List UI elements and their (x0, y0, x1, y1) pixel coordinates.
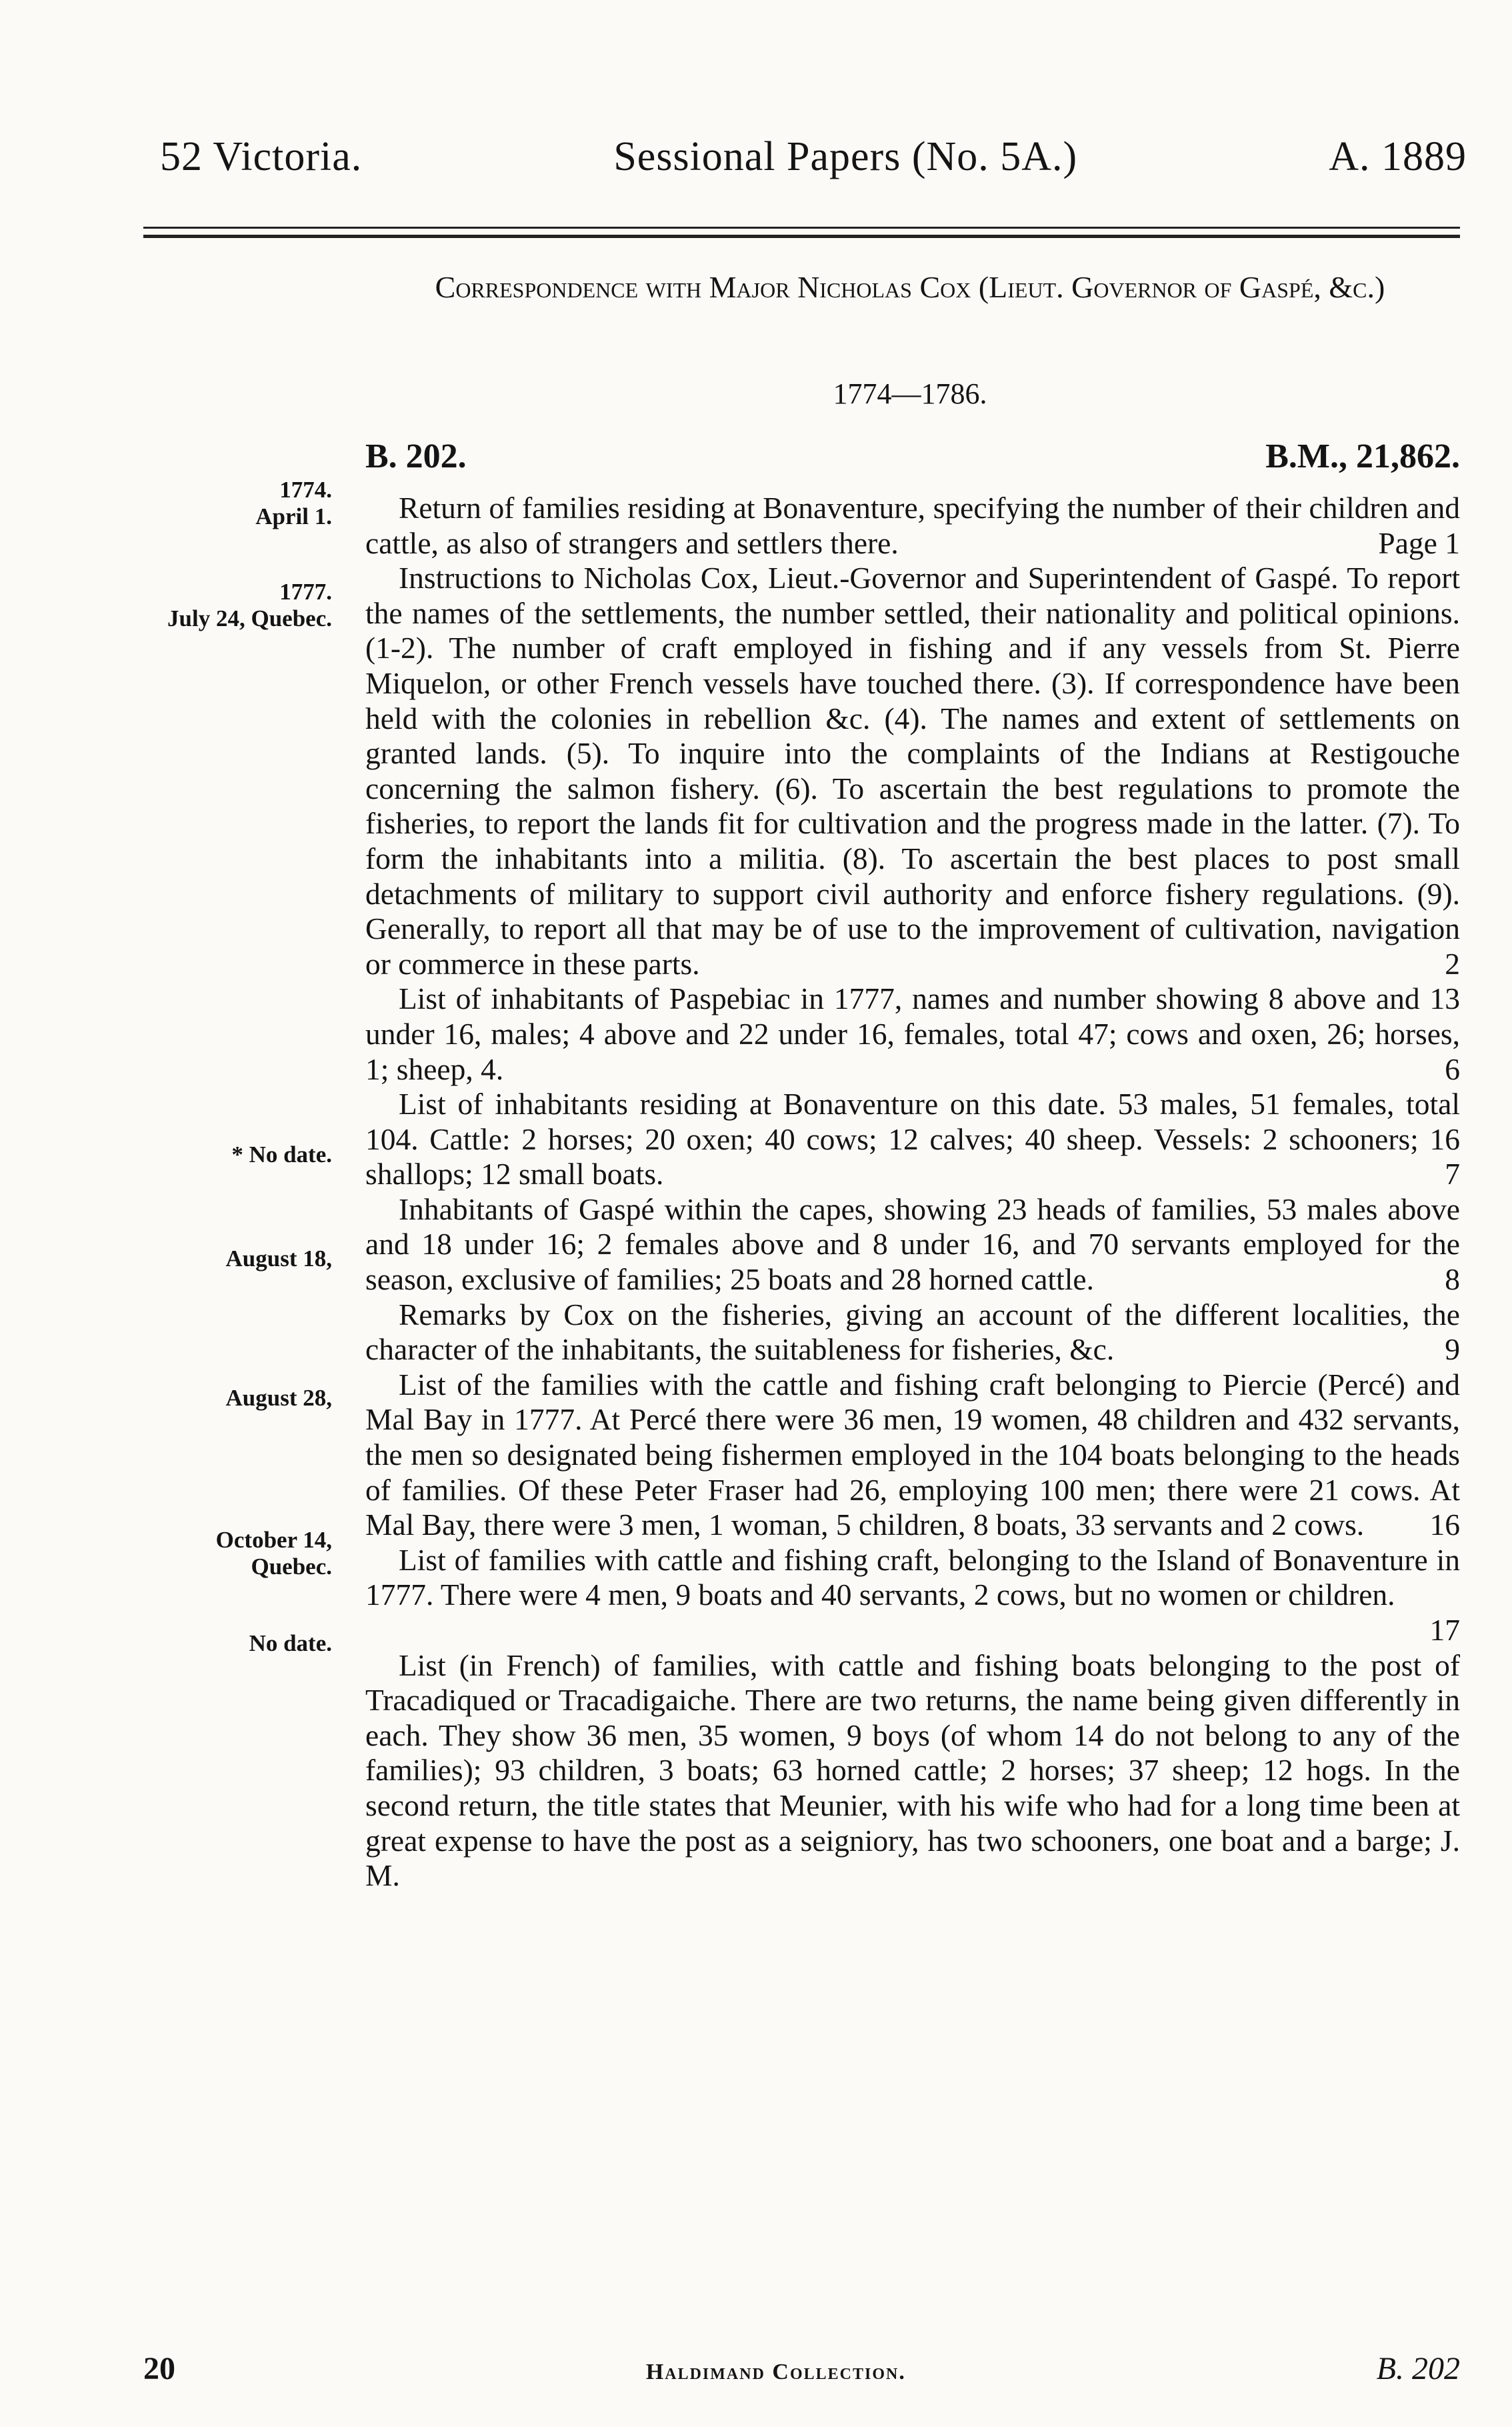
entry-text: Instructions to Nicholas Cox, Lieut.-Governor and Superintendent of Gaspé. To report the names of the settlements, the number settled, their nationality and political opinions. (1-2). The number of craft employed in fishing and if any vessels from St. Pierre Miquelon, or other French vessels have touched there. (3). If correspondence have been held with the colonies in rebellion &c. (4). The names and extent of settlements on granted lands. (5). To inquire into the complaints of the Indians at Restigouche concerning the salmon fishery. (6). To ascertain the best regulations to promote the fisheries, to report the lands fit for cultivation and the progress made in the latter. (7). To form the inhabitants into a militia. (8). To ascertain the best places to post small detachments of military to support civil authority and enforce fishery regulations. (9). Generally, to report all that may be of use to the improvement of cultivation, navigation or commerce in these parts. (365, 561, 1460, 981)
entry (365, 491, 1460, 561)
margin-date: * No date. (231, 1141, 332, 1167)
entry (365, 1648, 1460, 1894)
entry-text: Remarks by Cox on the fisheries, giving an account of the different localities, the character of the inhabitants, the suitableness for fisheries, &c. (365, 1297, 1460, 1367)
margin-year: 1774. (279, 477, 332, 503)
margin-date: August 28, (225, 1385, 332, 1411)
page-footer (143, 2350, 1460, 2387)
header-year: A. 1889 (1329, 134, 1467, 179)
entry-page: 9 (1445, 1332, 1460, 1367)
margin-date: No date. (249, 1630, 332, 1656)
entry-page: 7 (1445, 1157, 1460, 1191)
entry-page: 8 (1445, 1262, 1460, 1297)
margin-year: 1777. (279, 579, 332, 605)
entry (365, 981, 1460, 1087)
section-title: Correspondence with Major Nicholas Cox (Lieut. Governor of Gaspé, &c.) (435, 270, 1385, 304)
header-rule-thick (143, 235, 1460, 238)
reference-museum: B.M., 21,862. (1265, 437, 1460, 475)
entry (365, 561, 1460, 981)
header-series: Sessional Papers (No. 5A.) (613, 134, 1078, 179)
entry (365, 1087, 1460, 1192)
running-header (160, 133, 1467, 181)
margin-day: July 24, Quebec. (167, 605, 332, 631)
margin-date (152, 477, 332, 530)
margin-date: August 18, (225, 1246, 332, 1272)
entry (365, 1192, 1460, 1298)
entry (365, 1368, 1460, 1543)
entry-text: List (in French) of families, with cattle and fishing boats belonging to the post of Tracadiqued or Tracadigaiche. There are two returns, the name being given differently in each. They show 36 men, 35 women, 9 boys (of whom 14 do not belong to any of the families); 93 children, 3 boats; 63 horned cattle; 2 horses; 37 sheep; 12 hogs. In the second return, the title states that Meunier, with his wife who had for a long time been at great expense to have the post as a seigniory, has two schooners, one boat and a barge; J. M. (365, 1648, 1460, 1893)
entry-page: 16 (1429, 1508, 1460, 1542)
margin-date: October 14, Quebec. (215, 1527, 332, 1580)
entry-text: List of the families with the cattle and fishing craft belonging to Piercie (Percé) and Mal Bay in 1777. At Percé there were 36 men, 19 women, 48 children and 432 servants, the men so designated being fishermen employed in the 104 boats belonging to the heads of families. Of these Peter Fraser had 26, employing 100 men; there were 21 cows. At Mal Bay, there were 3 men, 1 woman, 5 children, 8 boats, 33 servants and 2 cows. (365, 1367, 1460, 1542)
entry-text: List of families with cattle and fishing craft, belonging to the Island of Bonaventure in 1777. There were 4 men, 9 boats and 40 servants, 2 cows, but no women or children. (365, 1542, 1460, 1612)
year-range: 1774—1786. (833, 377, 987, 410)
entry-page: Page 1 (1378, 525, 1460, 560)
entry-text: Return of families residing at Bonaventure, specifying the number of their children and cattle, as also of strangers and settlers there. (365, 491, 1460, 560)
reference-volume: B. 202. (365, 437, 467, 475)
margin-day: April 1. (255, 503, 332, 529)
catchword: B. 202 (1376, 2351, 1460, 2386)
entry-page: 6 (1445, 1051, 1460, 1086)
entry-page: 2 (1445, 946, 1460, 981)
margin-date (152, 579, 332, 632)
entry-text: List of inhabitants of Paspebiac in 1777, names and number showing 8 above and 13 under 16, males; 4 above and 22 under 16, females, total 47; cows and oxen, 26; horses, 1; sheep, 4. (365, 981, 1460, 1086)
header-session: 52 Victoria. (160, 134, 363, 179)
entry (365, 1298, 1460, 1368)
page-number: 20 (143, 2351, 175, 2386)
reference-line (365, 437, 1460, 476)
header-rule-thin (143, 227, 1460, 229)
entry-page: 17 (1429, 1613, 1460, 1647)
entry-text: List of inhabitants residing at Bonaventure on this date. 53 males, 51 females, total 104. Cattle: 2 horses; 20 oxen; 40 cows; 12 calves; 40 sheep. Vessels: 2 schooners; 16 shallops; 12 small boats. (365, 1087, 1460, 1191)
calendar-entries (365, 491, 1460, 1894)
entry (365, 1543, 1460, 1648)
collection-name: Haldimand Collection. (645, 2360, 906, 2384)
entry-text: Inhabitants of Gaspé within the capes, showing 23 heads of families, 53 males above and 18 under 16; 2 females above and 8 under 16, and 70 servants employed for the season, exclusive of families; 25 boats and 28 horned cattle. (365, 1191, 1460, 1297)
